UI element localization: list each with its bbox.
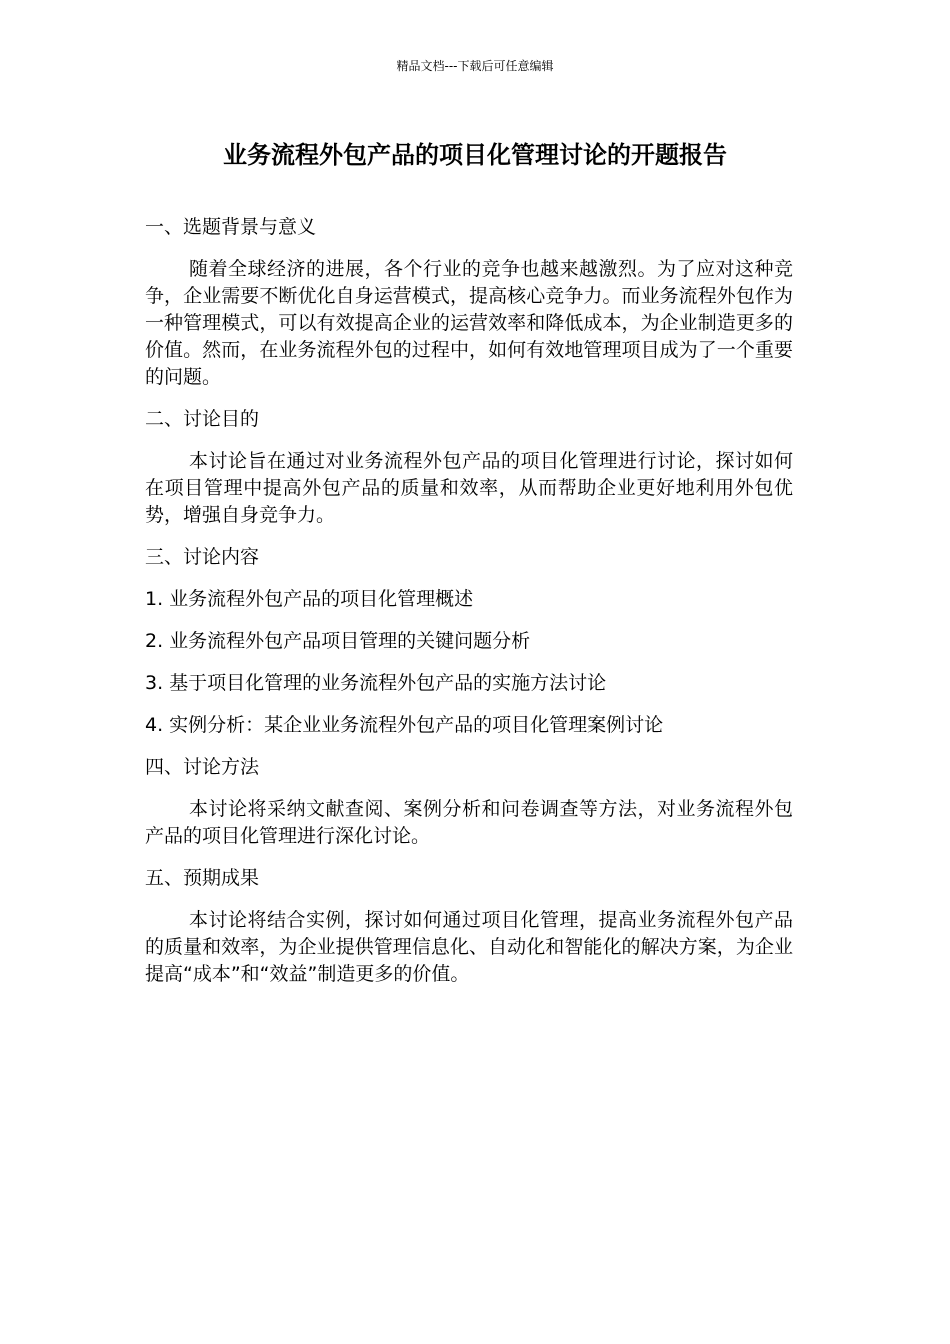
paragraph-method: 本讨论将采纳文献查阅、案例分析和问卷调查等方法，对业务流程外包产品的项目化管理进行深化讨论。 xyxy=(145,798,793,847)
list-item: 1. 业务流程外包产品的项目化管理概述 xyxy=(145,588,474,610)
header-note: 精品文档---下载后可任意编辑 xyxy=(396,59,554,73)
list-item: 3. 基于项目化管理的业务流程外包产品的实施方法讨论 xyxy=(145,672,607,694)
list-item: 2. 业务流程外包产品项目管理的关键问题分析 xyxy=(145,630,531,652)
section-heading-purpose: 二、讨论目的 xyxy=(145,408,260,430)
document-title: 业务流程外包产品的项目化管理讨论的开题报告 xyxy=(223,141,727,169)
list-item: 4. 实例分析：某企业业务流程外包产品的项目化管理案例讨论 xyxy=(145,714,664,736)
section-heading-content: 三、讨论内容 xyxy=(145,546,260,568)
paragraph-outcome: 本讨论将结合实例，探讨如何通过项目化管理，提高业务流程外包产品的质量和效率，为企业提供管理信息化、自动化和智能化的解决方案，为企业提高“成本”和“效益”制造更多的价值。 xyxy=(145,909,793,985)
section-heading-background: 一、选题背景与意义 xyxy=(145,216,317,238)
section-heading-method: 四、讨论方法 xyxy=(145,756,260,778)
paragraph-purpose: 本讨论旨在通过对业务流程外包产品的项目化管理进行讨论，探讨如何在项目管理中提高外包产品的质量和效率，从而帮助企业更好地利用外包优势，增强自身竞争力。 xyxy=(145,450,793,526)
paragraph-background: 随着全球经济的进展，各个行业的竞争也越来越激烈。为了应对这种竞争，企业需要不断优化自身运营模式，提高核心竞争力。而业务流程外包作为一种管理模式，可以有效提高企业的运营效率和降低成本，为企业制造更多的价值。然而，在业务流程外包的过程中，如何有效地管理项目成为了一个重要的问题。 xyxy=(145,258,793,388)
document-body xyxy=(145,214,793,1003)
section-heading-outcome: 五、预期成果 xyxy=(145,867,260,889)
